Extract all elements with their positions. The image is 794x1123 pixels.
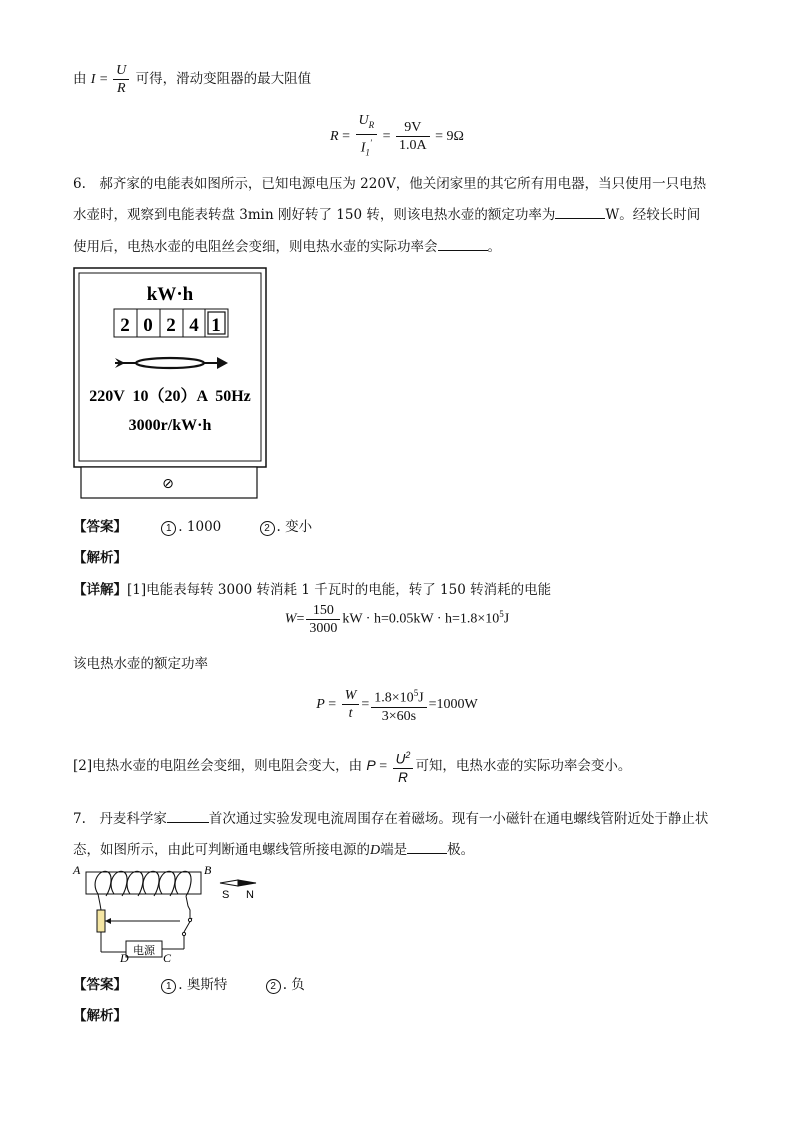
label-c: C bbox=[163, 951, 172, 964]
r-formula-frac2: $\frac{9V}{1.0A}$ bbox=[396, 119, 430, 154]
power-source-label: 电源 bbox=[133, 944, 155, 957]
detail6-line: 【详解】[1]电能表每转 3000 转消耗 1 千瓦时的电能，转了 150 转消耗的电能 bbox=[73, 582, 552, 598]
answer6-item2: 2 . 变小 bbox=[260, 515, 313, 536]
q6-line1: 6. 郝齐家的电能表如图所示，已知电源电压为 220V，他关闭家里的其它所有用电器，当只使用一只电热 bbox=[73, 176, 707, 192]
w-formula: W= $\frac{150}{3000}$ kW · $h=0.05kW \cdot h=1.8\times 10^5J$ bbox=[284, 603, 510, 636]
meter-knob-icon: ⊘ bbox=[162, 476, 174, 492]
electric-meter-figure bbox=[73, 267, 268, 501]
q7-line1: 7. 丹麦科学家 首次通过实验发现电流周围存在着磁场。现有一小磁针在通电螺线管附近处于静止状 bbox=[73, 811, 709, 827]
q7-blank2[interactable] bbox=[407, 841, 447, 854]
answer6-label: 【答案】 bbox=[73, 519, 127, 535]
q7-blank1[interactable] bbox=[167, 810, 209, 823]
label-d: D bbox=[120, 951, 129, 964]
solenoid-circuit-figure bbox=[70, 862, 270, 964]
compass-needle-icon bbox=[220, 880, 256, 886]
intro-prefix: 由 bbox=[73, 71, 87, 87]
meter-digit-2: 0 bbox=[143, 315, 153, 336]
p-formula: P = $\frac{W}{t}$ = $\frac{1.8\times 10^5J}{3\times 60s}$ =1000W bbox=[0, 685, 794, 725]
jiexi7-label: 【解析】 bbox=[73, 1008, 127, 1024]
answer7 bbox=[73, 973, 305, 994]
meter-digit-3: 2 bbox=[166, 315, 176, 336]
answer6-item1: 1 . 1000 bbox=[161, 519, 221, 536]
meter-spec: 220V 10（20）A 50Hz bbox=[89, 388, 251, 405]
r-formula-frac1: $\frac{U_R}{I_1'}$ bbox=[356, 112, 378, 161]
intro-formula-lhs: I bbox=[90, 72, 96, 87]
meter-digit-1: 2 bbox=[120, 315, 130, 336]
meter-rate: 3000r/kW·h bbox=[128, 417, 212, 434]
answer7-item1: 1 . 奥斯特 bbox=[161, 973, 227, 994]
power-intro: 该电热水壶的额定功率 bbox=[73, 656, 208, 672]
r-formula: R = $\frac{U_R}{I_1'}$ = $\frac{9V}{1.0A}$ = 9Ω bbox=[0, 112, 794, 161]
answer7-item2: 2 . 负 bbox=[266, 973, 305, 994]
label-b: B bbox=[204, 863, 212, 877]
intro-suffix: 可得，滑动变阻器的最大阻值 bbox=[135, 71, 312, 87]
jiexi6-label: 【解析】 bbox=[73, 550, 127, 566]
q6-line3: 使用后，电热水壶的电阻丝会变细，则电热水壶的实际功率会 。 bbox=[73, 239, 501, 255]
answer6 bbox=[73, 515, 312, 536]
reason2-line: [2]电热水壶的电阻丝会变细，则电阻会变大，由 P = $\frac{U^2}{R}$ 可知，电热水壶的实际功率会变小。 bbox=[73, 747, 631, 786]
intro-fraction: $\frac{U}{R}$ bbox=[113, 62, 129, 97]
needle-n: N bbox=[246, 889, 254, 901]
answer7-label: 【答案】 bbox=[73, 977, 127, 993]
q6-blank1[interactable] bbox=[555, 206, 605, 219]
meter-unit: kW·h bbox=[146, 284, 194, 305]
meter-digit-5: 1 bbox=[211, 315, 221, 336]
q7-line2: 态，如图所示，由此可判断通电螺线管所接电源的D端是 极。 bbox=[73, 842, 475, 858]
q6-blank2[interactable] bbox=[438, 238, 488, 251]
rheostat-icon bbox=[97, 910, 105, 932]
meter-digit-4: 4 bbox=[189, 315, 199, 336]
intro-line: 由 I = $\frac{U}{R}$ 可得，滑动变阻器的最大阻值 bbox=[73, 63, 312, 96]
needle-s: S bbox=[222, 889, 230, 901]
label-a: A bbox=[73, 863, 81, 877]
q6-line2: 水壶时，观察到电能表转盘 3min 刚好转了 150 转，则该电热水壶的额定功率为 W。经较长时间 bbox=[73, 207, 701, 223]
